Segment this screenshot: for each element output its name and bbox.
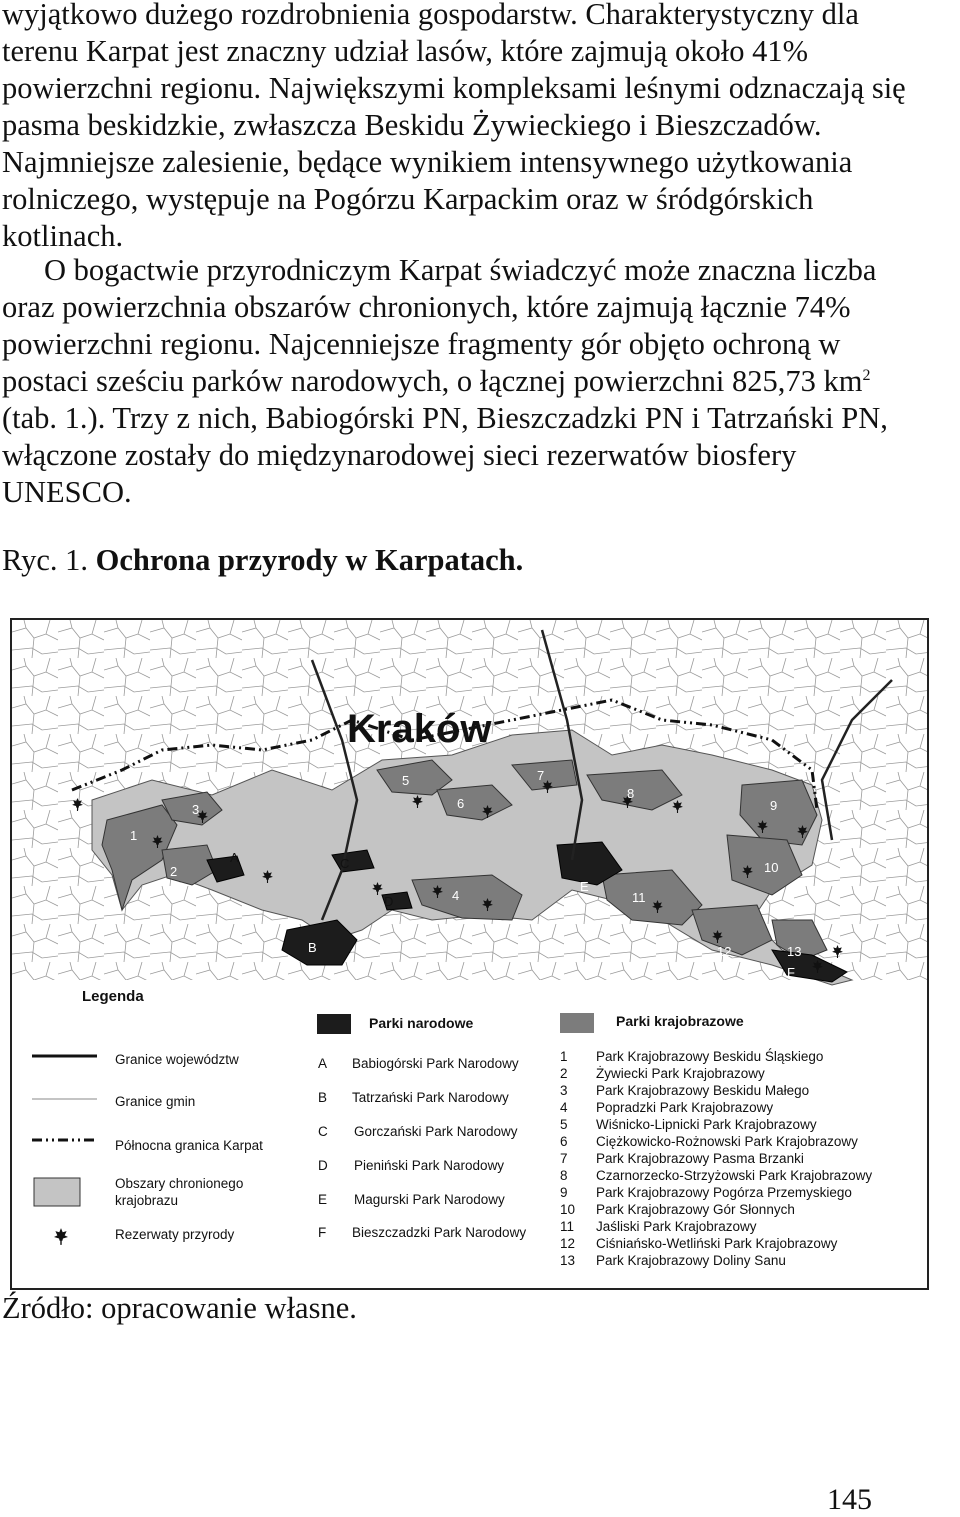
lp-name-7: Park Krajobrazowy Pasma Brzanki	[596, 1151, 804, 1166]
label-E: E	[580, 879, 589, 894]
legend-reserves: Rezerwaty przyrody	[115, 1227, 235, 1242]
lp-row-11	[560, 1218, 872, 1235]
legend-national-parks-header: Parki narodowe	[369, 1015, 474, 1031]
lp-code-1: 1	[560, 1049, 568, 1064]
lp-code-4: 4	[560, 1100, 568, 1115]
lp-row-8	[560, 1167, 872, 1184]
label-D: D	[384, 894, 394, 909]
np-name-C: Gorczański Park Narodowy	[354, 1124, 518, 1139]
lp-row-6	[560, 1133, 872, 1150]
label-13: 13	[787, 944, 802, 959]
lp-name-10: Park Krajobrazowy Gór Słonnych	[596, 1202, 795, 1217]
map-figure	[10, 618, 929, 1290]
legend-commune: Granice gmin	[115, 1094, 196, 1109]
lp-row-4	[560, 1099, 872, 1116]
legend-protected-landscape-1: Obszary chronionego	[115, 1176, 244, 1191]
label-12: 12	[717, 944, 732, 959]
np-code-B: B	[318, 1090, 328, 1105]
np-name-A: Babiogórski Park Narodowy	[352, 1056, 519, 1071]
legend-carpathian: Północna granica Karpat	[115, 1138, 263, 1153]
paragraph-2	[2, 252, 958, 511]
lp-row-7	[560, 1150, 872, 1167]
np-code-E: E	[318, 1192, 328, 1207]
lp-code-6: 6	[560, 1134, 568, 1149]
label-6: 6	[457, 796, 465, 811]
np-code-A: A	[318, 1056, 328, 1071]
p1-line-6: rolniczego, występuje na Pogórzu Karpackim oraz w śródgórskich	[2, 182, 814, 216]
legend-title: Legenda	[82, 988, 144, 1005]
legend-reserve-icon	[54, 1228, 68, 1245]
legend-landscape-parks-header: Parki krajobrazowe	[616, 1013, 744, 1029]
np-name-D: Pieniński Park Narodowy	[354, 1158, 505, 1173]
lp-code-2: 2	[560, 1066, 568, 1081]
lp-code-9: 9	[560, 1185, 568, 1200]
label-4: 4	[452, 888, 460, 903]
p2-line-4	[2, 363, 958, 400]
label-11: 11	[632, 890, 646, 905]
lp-name-12: Ciśniańsko-Wetliński Park Krajobrazowy	[596, 1236, 838, 1251]
label-7: 7	[537, 768, 545, 783]
label-10: 10	[764, 860, 779, 875]
p1-line-3: powierzchni regionu. Największymi kompleksami leśnymi odznaczają się	[2, 71, 906, 105]
lp-code-10: 10	[560, 1202, 576, 1217]
lp-name-6: Ciężkowicko-Rożnowski Park Krajobrazowy	[596, 1134, 858, 1149]
lp-row-2	[560, 1065, 872, 1082]
lp-name-9: Park Krajobrazowy Pogórza Przemyskiego	[596, 1185, 852, 1200]
p1-line-2: terenu Karpat jest znaczny udział lasów, które zajmują około 41%	[2, 34, 808, 68]
legend-protected-landscape-swatch	[34, 1178, 80, 1206]
caption-prefix: Ryc. 1.	[2, 543, 89, 577]
lp-row-12	[560, 1235, 872, 1252]
lp-row-10	[560, 1201, 872, 1218]
p2-line-1: O bogactwie przyrodniczym Karpat świadczyć może znaczna liczba	[44, 253, 877, 287]
page-number: 145	[827, 1483, 872, 1516]
superscript-2: 2	[862, 366, 871, 384]
lp-name-11: Jaśliski Park Krajobrazowy	[596, 1219, 757, 1234]
legend-protected-landscape-2: krajobrazu	[115, 1193, 179, 1208]
lp-name-2: Żywiecki Park Krajobrazowy	[596, 1066, 765, 1081]
lp-name-13: Park Krajobrazowy Doliny Sanu	[596, 1253, 786, 1268]
np-code-D: D	[318, 1158, 328, 1173]
lp-row-9	[560, 1184, 872, 1201]
np-name-B: Tatrzański Park Narodowy	[352, 1090, 509, 1105]
lp-code-11: 11	[560, 1219, 575, 1234]
lp-row-5	[560, 1116, 872, 1133]
legend-national-parks-swatch	[317, 1014, 351, 1034]
p2-line-4-text: postaci sześciu parków narodowych, o łącznej powierzchni 825,73 km	[2, 364, 863, 398]
lp-row-3	[560, 1082, 872, 1099]
landscape-parks-list	[560, 1048, 872, 1269]
label-5: 5	[402, 773, 410, 788]
lp-code-8: 8	[560, 1168, 568, 1183]
p2-line-2: oraz powierzchnia obszarów chronionych, które zajmują łącznie 74%	[2, 290, 851, 324]
p2-line-6: włączone zostały do międzynarodowej sieci rezerwatów biosfery	[2, 438, 797, 472]
np-name-F: Bieszczadzki Park Narodowy	[352, 1225, 527, 1240]
lp-name-5: Wiśnicko-Lipnicki Park Krajobrazowy	[596, 1117, 817, 1132]
lp-name-3: Park Krajobrazowy Beskidu Małego	[596, 1083, 810, 1098]
p2-line-3: powierzchni regionu. Najcenniejsze fragmenty gór objęto ochroną w	[2, 327, 841, 361]
np-code-C: C	[318, 1124, 328, 1139]
lp-code-3: 3	[560, 1083, 568, 1098]
label-C: C	[340, 856, 350, 871]
np-name-E: Magurski Park Narodowy	[354, 1192, 505, 1207]
lp-name-4: Popradzki Park Krajobrazowy	[596, 1100, 774, 1115]
p1-line-7: kotlinach.	[2, 219, 124, 253]
p1-line-5: Najmniejsze zalesienie, będące wynikiem intensywnego użytkowania	[2, 145, 853, 179]
lp-code-13: 13	[560, 1253, 576, 1268]
p2-line-7: UNESCO.	[2, 475, 132, 509]
np-code-F: F	[318, 1225, 327, 1240]
legend-landscape-parks-swatch	[560, 1013, 594, 1033]
paragraph-1	[2, 0, 958, 255]
label-3: 3	[192, 802, 200, 817]
city-label-krakow: Kraków	[347, 707, 492, 751]
legend-voivodeship: Granice województw	[115, 1052, 239, 1067]
label-9: 9	[770, 798, 778, 813]
caption-title: Ochrona przyrody w Karpatach.	[95, 543, 524, 577]
label-1: 1	[130, 828, 138, 843]
p1-line-1: wyjątkowo dużego rozdrobnienia gospodarstw. Charakterystyczny dla	[2, 0, 859, 31]
figure-caption	[2, 543, 523, 578]
label-A: A	[230, 850, 239, 865]
lp-row-1	[560, 1048, 872, 1065]
label-F: F	[787, 965, 795, 980]
label-B: B	[308, 940, 317, 955]
p2-line-5: (tab. 1.). Trzy z nich, Babiogórski PN, Bieszczadzki PN i Tatrzański PN,	[2, 401, 888, 435]
label-2: 2	[170, 864, 178, 879]
p1-line-4: pasma beskidzkie, zwłaszcza Beskidu Żywieckiego i Bieszczadów.	[2, 108, 822, 142]
figure-source: Źródło: opracowanie własne.	[2, 1291, 357, 1325]
lp-code-7: 7	[560, 1151, 568, 1166]
lp-name-1: Park Krajobrazowy Beskidu Śląskiego	[596, 1049, 824, 1064]
lp-name-8: Czarnorzecko-Strzyżowski Park Krajobrazowy	[596, 1168, 873, 1183]
lp-code-5: 5	[560, 1117, 568, 1132]
lp-code-12: 12	[560, 1236, 576, 1251]
label-8: 8	[627, 786, 635, 801]
lp-row-13	[560, 1252, 872, 1269]
